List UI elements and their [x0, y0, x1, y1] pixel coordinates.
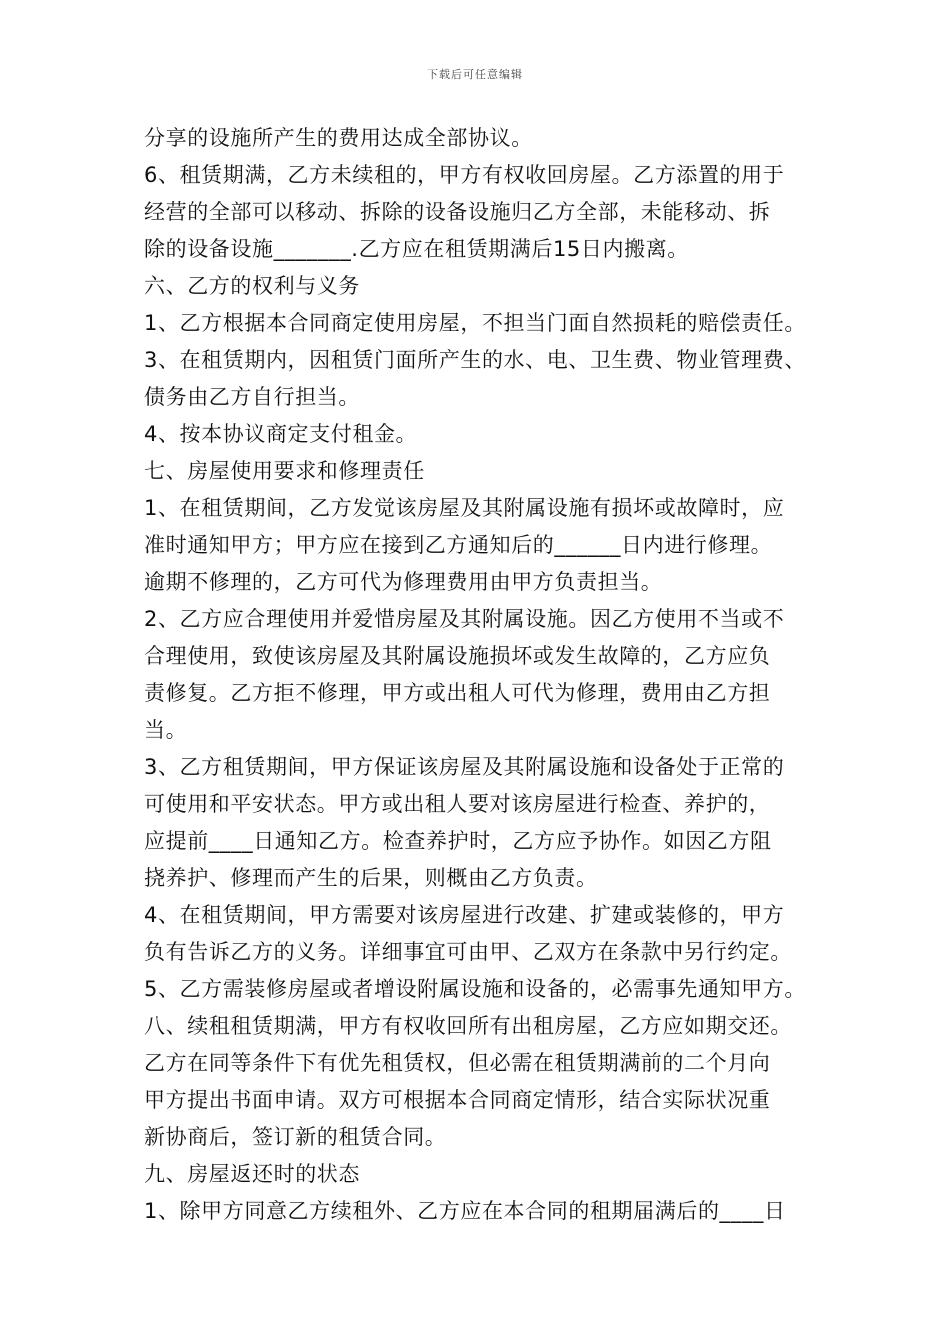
- text-line: 1、除甲方同意乙方续租外、乙方应在本合同的租期届满后的____日: [144, 1199, 786, 1223]
- text-line: 4、在租赁期间，甲方需要对该房屋进行改建、扩建或装修的，甲方: [144, 903, 785, 927]
- text-line: 经营的全部可以移动、拆除的设备设施归乙方全部，未能移动、拆: [144, 200, 771, 224]
- section-heading: 九、房屋返还时的状态: [144, 1162, 360, 1186]
- text-line: 1、在租赁期间，乙方发觉该房屋及其附属设施有损坏或故障时，应: [144, 496, 785, 520]
- text-line: 除的设备设施_______.乙方应在租赁期满后15日内搬离。: [144, 237, 689, 261]
- text-line: 合理使用，致使该房屋及其附属设施损坏或发生故障的，乙方应负: [144, 644, 771, 668]
- text-line: 5、乙方需装修房屋或者增设附属设施和设备的，必需事先通知甲方。: [144, 977, 806, 1001]
- text-line: 分享的设施所产生的费用达成全部协议。: [144, 126, 533, 150]
- text-line: 甲方提出书面申请。双方可根据本合同商定情形，结合实际状况重: [144, 1088, 771, 1112]
- document-body: [144, 120, 834, 1230]
- text-line: 负有告诉乙方的义务。详细事宜可由甲、乙双方在条款中另行约定。: [144, 940, 792, 964]
- text-line: 3、在租赁期内，因租赁门面所产生的水、电、卫生费、物业管理费、: [144, 348, 806, 372]
- section-heading: 七、房屋使用要求和修理责任: [144, 459, 425, 483]
- text-line: 1、乙方根据本合同商定使用房屋，不担当门面自然损耗的赔偿责任。: [144, 311, 806, 335]
- text-line: 新协商后，签订新的租赁合同。: [144, 1125, 447, 1149]
- text-line: 准时通知甲方；甲方应在接到乙方通知后的______日内进行修理。: [144, 533, 773, 557]
- text-line: 2、乙方应合理使用并爱惜房屋及其附属设施。因乙方使用不当或不: [144, 607, 785, 631]
- text-line: 责修复。乙方拒不修理，甲方或出租人可代为修理，费用由乙方担: [144, 681, 771, 705]
- text-line: 挠养护、修理而产生的后果，则概由乙方负责。: [144, 866, 598, 890]
- text-line: 当。: [144, 718, 188, 742]
- section-heading: 六、乙方的权利与义务: [144, 274, 360, 298]
- text-line: 乙方在同等条件下有优先租赁权，但必需在租赁期满前的二个月向: [144, 1051, 771, 1075]
- page-header: 下载后可任意编辑: [427, 68, 523, 81]
- text-line: 6、租赁期满，乙方未续租的，甲方有权收回房屋。乙方添置的用于: [144, 163, 785, 187]
- text-line: 4、按本协议商定支付租金。: [144, 422, 418, 446]
- text-line: 逾期不修理的，乙方可代为修理费用由甲方负责担当。: [144, 570, 663, 594]
- text-line: 可使用和平安状态。甲方或出租人要对该房屋进行检查、养护的，: [144, 792, 771, 816]
- section-heading: 八、续租租赁期满，甲方有权收回所有出租房屋，乙方应如期交还。: [144, 1014, 792, 1038]
- text-line: 3、乙方租赁期间，甲方保证该房屋及其附属设施和设备处于正常的: [144, 755, 785, 779]
- text-line: 债务由乙方自行担当。: [144, 385, 360, 409]
- text-line: 应提前____日通知乙方。检查养护时，乙方应予协作。如因乙方阻: [144, 829, 772, 853]
